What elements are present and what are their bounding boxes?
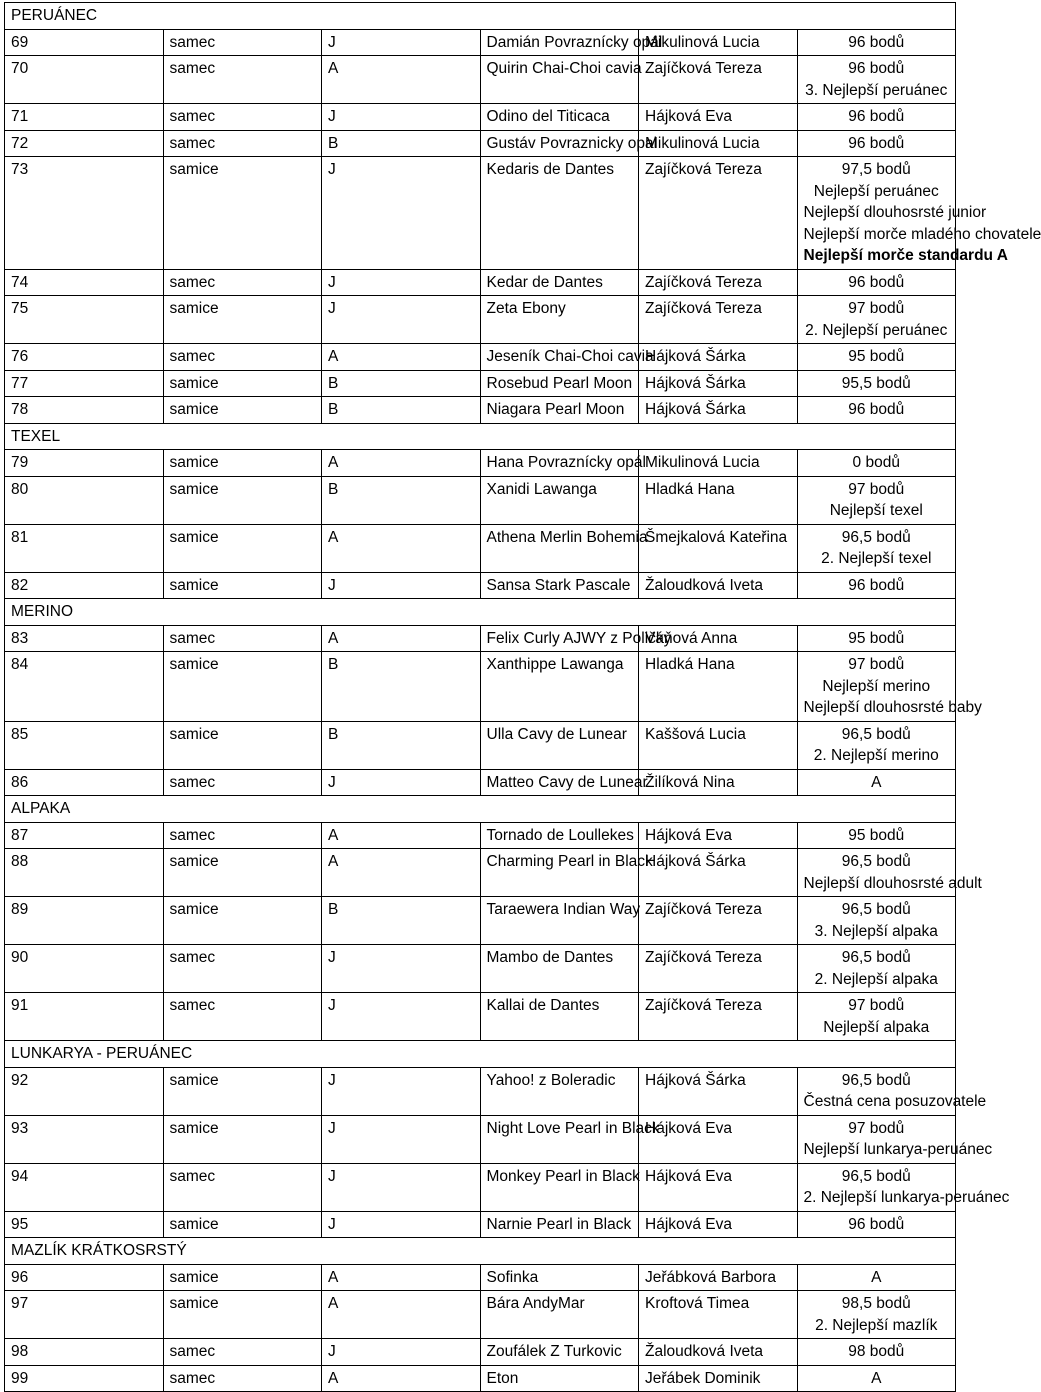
entry-score: 96,5 bodů [841, 853, 911, 870]
entry-number: 99 [5, 1365, 164, 1392]
entry-owner: Hájková Eva [639, 104, 798, 131]
entry-class: J [322, 993, 481, 1041]
table-row [5, 1264, 956, 1291]
entry-class: A [322, 849, 481, 897]
table-row [5, 572, 956, 599]
entry-sex: samec [163, 1163, 322, 1211]
table-row [5, 476, 956, 524]
entry-owner: Hájková Eva [639, 1211, 798, 1238]
entry-owner: Zajíčková Tereza [639, 897, 798, 945]
entry-sex: samec [163, 269, 322, 296]
table-row [5, 897, 956, 945]
entry-number: 83 [5, 625, 164, 652]
entry-score: 98,5 bodů [841, 1295, 911, 1312]
entry-score: 98 bodů [848, 1343, 905, 1360]
entry-class: J [322, 1163, 481, 1211]
entry-result [797, 721, 956, 769]
entry-award: Nejlepší alpaka [823, 1018, 930, 1036]
entry-sex: samec [163, 130, 322, 157]
entry-class: B [322, 721, 481, 769]
entry-sex: samec [163, 1365, 322, 1392]
entry-award: 2. Nejlepší texel [821, 550, 932, 567]
table-row [5, 945, 956, 993]
entry-sex: samice [163, 897, 322, 945]
entry-name: Bára AndyMar [480, 1291, 639, 1339]
entry-result [797, 572, 956, 599]
table-row [5, 1115, 956, 1163]
entry-owner: Kaššová Lucia [639, 721, 798, 769]
entry-sex: samice [163, 1264, 322, 1291]
entry-result [797, 897, 956, 945]
entry-owner: Kroftová Timea [639, 1291, 798, 1339]
table-row [5, 1211, 956, 1238]
entry-number: 97 [5, 1291, 164, 1339]
entry-score: 96 bodů [848, 273, 905, 291]
entry-owner: Žilíková Nina [639, 769, 798, 796]
section-title: MAZLÍK KRÁTKOSRSTÝ [5, 1238, 956, 1265]
entry-result [797, 625, 956, 652]
entry-class: B [322, 370, 481, 397]
entry-sex: samice [163, 572, 322, 599]
section-title: LUNKARYA - PERUÁNEC [5, 1041, 956, 1068]
entry-class: J [322, 269, 481, 296]
entry-sex: samice [163, 476, 322, 524]
entry-sex: samice [163, 157, 322, 270]
entry-sex: samice [163, 296, 322, 344]
entry-owner: Jeřábková Barbora [639, 1264, 798, 1291]
entry-number: 91 [5, 993, 164, 1041]
table-row [5, 769, 956, 796]
entry-sex: samice [163, 1115, 322, 1163]
entry-sex: samice [163, 652, 322, 722]
entry-sex: samec [163, 56, 322, 104]
entry-sex: samice [163, 1211, 322, 1238]
section-header-row [5, 3, 956, 30]
entry-award: Nejlepší morče mladého chovatele [803, 225, 1041, 243]
entry-sex: samice [163, 524, 322, 572]
entry-score: 95 bodů [848, 826, 905, 844]
entry-sex: samice [163, 849, 322, 897]
entry-score: 96,5 bodů [841, 949, 911, 966]
entry-class: J [322, 1067, 481, 1115]
entry-award: 2. Nejlepší mazlík [815, 1316, 938, 1334]
entry-class: A [322, 450, 481, 477]
entry-name: Athena Merlin Bohemia [480, 524, 639, 572]
entry-score: 97 bodů [848, 656, 905, 673]
entry-number: 92 [5, 1067, 164, 1115]
entry-name: Taraewera Indian Way [480, 897, 639, 945]
entry-name: Damián Povraznícky opál [480, 29, 639, 56]
table-row [5, 822, 956, 849]
entry-score: A [871, 1369, 882, 1387]
entry-result [797, 1291, 956, 1339]
table-row [5, 993, 956, 1041]
entry-owner: Šmejkalová Kateřina [639, 524, 798, 572]
entry-score: 96 bodů [848, 576, 905, 594]
entry-number: 75 [5, 296, 164, 344]
entry-award: 3. Nejlepší alpaka [814, 922, 938, 940]
entry-score: 96 bodů [848, 60, 905, 77]
entry-class: B [322, 130, 481, 157]
entry-name: Kedaris de Dantes [480, 157, 639, 270]
entry-name: Tornado de Loullekes [480, 822, 639, 849]
entry-class: B [322, 397, 481, 424]
entry-name: Charming Pearl in Black [480, 849, 639, 897]
table-row [5, 1163, 956, 1211]
entry-result [797, 1067, 987, 1115]
entry-name: Night Love Pearl in Black [480, 1115, 639, 1163]
entry-class: A [322, 1365, 481, 1392]
entry-number: 96 [5, 1264, 164, 1291]
entry-result [797, 29, 956, 56]
entry-score: A [871, 1268, 882, 1286]
entry-sex: samice [163, 397, 322, 424]
entry-score: 96,5 bodů [841, 1167, 911, 1185]
entry-result [797, 269, 956, 296]
entry-award: Nejlepší dlouhosrsté baby [803, 699, 982, 716]
entry-class: A [322, 822, 481, 849]
entry-owner: Zajíčková Tereza [639, 157, 798, 270]
entry-sex: samec [163, 769, 322, 796]
entry-name: Jeseník Chai-Choi cavia [480, 344, 639, 371]
entry-class: A [322, 344, 481, 371]
entry-result [797, 104, 956, 131]
entry-number: 79 [5, 450, 164, 477]
entry-award: Nejlepší merino [822, 677, 931, 695]
section-header-row [5, 423, 956, 450]
table-row [5, 157, 956, 270]
entry-name: Felix Curly AJWY z Poličky [480, 625, 639, 652]
entry-score: 95,5 bodů [841, 374, 911, 392]
entry-owner: Hájková Šárka [639, 849, 798, 897]
entry-class: A [322, 524, 481, 572]
table-row [5, 625, 956, 652]
entry-name: Eton [480, 1365, 639, 1392]
entry-owner: Zajíčková Tereza [639, 993, 798, 1041]
entry-class: J [322, 104, 481, 131]
entry-result [797, 296, 956, 344]
table-row [5, 104, 956, 131]
entry-owner: Hájková Eva [639, 822, 798, 849]
entry-owner: Žaloudková Iveta [639, 572, 798, 599]
entry-result [797, 1365, 956, 1392]
entry-score: 96 bodů [848, 134, 905, 152]
entry-number: 85 [5, 721, 164, 769]
entry-sex: samice [163, 1291, 322, 1339]
entry-award: 2. Nejlepší lunkarya-peruánec [803, 1189, 1010, 1206]
entry-number: 78 [5, 397, 164, 424]
entry-number: 76 [5, 344, 164, 371]
entry-owner: Hájková Šárka [639, 344, 798, 371]
entry-result [797, 130, 956, 157]
entry-owner: Mikulinová Lucia [639, 450, 798, 477]
entry-number: 80 [5, 476, 164, 524]
entry-score: 96 bodů [848, 108, 905, 125]
table-row [5, 1365, 956, 1392]
section-title: ALPAKA [5, 796, 956, 823]
entry-award: Nejlepší dlouhosrsté junior [803, 204, 987, 221]
entry-class: A [322, 625, 481, 652]
entry-score: 0 bodů [852, 454, 900, 471]
entry-result [797, 652, 982, 722]
entry-name: Kallai de Dantes [480, 993, 639, 1041]
entry-number: 94 [5, 1163, 164, 1211]
entry-result [797, 397, 956, 424]
entry-award: Nejlepší dlouhosrsté adult [803, 874, 982, 892]
table-row [5, 652, 956, 722]
table-row [5, 849, 956, 897]
entry-score: A [871, 773, 882, 791]
entry-owner: Zajíčková Tereza [639, 945, 798, 993]
entry-result [797, 822, 956, 849]
section-header-row [5, 599, 956, 626]
entry-class: J [322, 572, 481, 599]
entry-owner: Hájková Šárka [639, 370, 798, 397]
entry-result [797, 769, 956, 796]
entry-number: 84 [5, 652, 164, 722]
entry-result [797, 1115, 993, 1163]
results-table-body [5, 3, 1041, 1392]
entry-name: Yahoo! z Boleradic [480, 1067, 639, 1115]
entry-score: 97 bodů [848, 997, 905, 1014]
entry-name: Xanidi Lawanga [480, 476, 639, 524]
entry-name: Matteo Cavy de Lunear [480, 769, 639, 796]
entry-owner: Hladká Hana [639, 476, 798, 524]
entry-number: 73 [5, 157, 164, 270]
entry-number: 81 [5, 524, 164, 572]
entry-owner: Hladká Hana [639, 652, 798, 722]
entry-score: 96 bodů [848, 1215, 905, 1233]
entry-award: Nejlepší texel [829, 502, 923, 519]
entry-name: Mambo de Dantes [480, 945, 639, 993]
entry-sex: samec [163, 945, 322, 993]
entry-score: 96 bodů [848, 33, 905, 51]
entry-sex: samec [163, 104, 322, 131]
entry-award: Nejlepší lunkarya-peruánec [803, 1141, 993, 1158]
section-header-row [5, 1238, 956, 1265]
table-row [5, 1291, 956, 1339]
entry-number: 86 [5, 769, 164, 796]
entry-name: Niagara Pearl Moon [480, 397, 639, 424]
entry-result [797, 849, 982, 897]
entry-name: Xanthippe Lawanga [480, 652, 639, 722]
entry-owner: Mikulinová Lucia [639, 130, 798, 157]
section-title: TEXEL [5, 423, 956, 450]
entry-sex: samice [163, 370, 322, 397]
entry-owner: Zajíčková Tereza [639, 56, 798, 104]
entry-number: 72 [5, 130, 164, 157]
entry-name: Gustáv Povraznicky opal [480, 130, 639, 157]
table-row [5, 29, 956, 56]
entry-score: 97 bodů [848, 1119, 905, 1137]
entry-score: 96,5 bodů [841, 725, 911, 743]
entry-sex: samec [163, 993, 322, 1041]
table-row [5, 450, 956, 477]
entry-number: 70 [5, 56, 164, 104]
entry-number: 77 [5, 370, 164, 397]
entry-number: 93 [5, 1115, 164, 1163]
entry-score: 97,5 bodů [841, 161, 911, 178]
entry-name: Ulla Cavy de Lunear [480, 721, 639, 769]
entry-name: Narnie Pearl in Black [480, 1211, 639, 1238]
entry-sex: samec [163, 822, 322, 849]
entry-number: 82 [5, 572, 164, 599]
entry-name: Hana Povraznícky opál [480, 450, 639, 477]
entry-result [797, 450, 956, 477]
results-sheet [4, 2, 1041, 1392]
entry-owner: Hájková Eva [639, 1115, 798, 1163]
entry-name: Sofinka [480, 1264, 639, 1291]
table-row [5, 370, 956, 397]
entry-sex: samec [163, 625, 322, 652]
entry-award: 3. Nejlepší peruánec [805, 81, 948, 99]
table-row [5, 1339, 956, 1366]
entry-owner: Zajíčková Tereza [639, 269, 798, 296]
entry-score: 96,5 bodů [841, 1071, 911, 1089]
entry-score: 95 bodů [848, 629, 905, 647]
entry-owner: Žaloudková Iveta [639, 1339, 798, 1366]
entry-name: Monkey Pearl in Black [480, 1163, 639, 1211]
entry-name: Quirin Chai-Choi cavia [480, 56, 639, 104]
entry-class: J [322, 769, 481, 796]
entry-class: J [322, 1339, 481, 1366]
entry-owner: Hájková Šárka [639, 1067, 798, 1115]
entry-class: B [322, 652, 481, 722]
entry-number: 87 [5, 822, 164, 849]
entry-result [797, 1211, 956, 1238]
entry-owner: Mikulinová Lucia [639, 29, 798, 56]
entry-award: Nejlepší morče standardu A [803, 247, 1008, 264]
entry-number: 71 [5, 104, 164, 131]
entry-score: 96 bodů [848, 401, 905, 418]
entry-result [797, 993, 956, 1041]
entry-score: 95 bodů [848, 348, 905, 365]
entry-owner: Jeřábek Dominik [639, 1365, 798, 1392]
entry-class: B [322, 897, 481, 945]
entry-number: 88 [5, 849, 164, 897]
entry-name: Zoufálek Z Turkovic [480, 1339, 639, 1366]
entry-number: 69 [5, 29, 164, 56]
entry-name: Kedar de Dantes [480, 269, 639, 296]
entry-class: J [322, 296, 481, 344]
entry-class: J [322, 1115, 481, 1163]
entry-score: 97 bodů [848, 480, 905, 498]
entry-owner: Hájková Eva [639, 1163, 798, 1211]
section-header-row [5, 1041, 956, 1068]
entry-sex: samec [163, 1339, 322, 1366]
entry-class: J [322, 945, 481, 993]
table-row [5, 296, 956, 344]
results-table [4, 2, 1041, 1392]
entry-result [797, 157, 1041, 270]
entry-result [797, 1339, 956, 1366]
entry-number: 89 [5, 897, 164, 945]
entry-score: 96,5 bodů [841, 528, 911, 546]
entry-name: Odino del Titicaca [480, 104, 639, 131]
entry-sex: samec [163, 29, 322, 56]
section-title: MERINO [5, 599, 956, 626]
entry-class: A [322, 1264, 481, 1291]
entry-award: 2. Nejlepší merino [813, 747, 939, 764]
entry-result [797, 945, 956, 993]
entry-class: B [322, 476, 481, 524]
entry-award: 2. Nejlepší alpaka [814, 970, 938, 988]
entry-award: Čestná cena posuzovatele [803, 1093, 987, 1110]
entry-score: 96,5 bodů [841, 901, 911, 918]
table-row [5, 524, 956, 572]
entry-class: J [322, 157, 481, 270]
entry-sex: samice [163, 1067, 322, 1115]
entry-sex: samec [163, 344, 322, 371]
table-row [5, 344, 956, 371]
entry-class: A [322, 1291, 481, 1339]
entry-name: Sansa Stark Pascale [480, 572, 639, 599]
entry-number: 74 [5, 269, 164, 296]
table-row [5, 721, 956, 769]
table-row [5, 56, 956, 104]
table-row [5, 397, 956, 424]
section-title: PERUÁNEC [5, 3, 956, 30]
entry-result [797, 370, 956, 397]
entry-score: 97 bodů [848, 300, 905, 317]
entry-owner: Hájková Šárka [639, 397, 798, 424]
entry-name: Rosebud Pearl Moon [480, 370, 639, 397]
entry-number: 95 [5, 1211, 164, 1238]
entry-result [797, 1163, 1010, 1211]
entry-owner: Zajíčková Tereza [639, 296, 798, 344]
table-row [5, 130, 956, 157]
entry-award: 2. Nejlepší peruánec [805, 321, 948, 339]
entry-class: J [322, 1211, 481, 1238]
entry-sex: samice [163, 721, 322, 769]
section-header-row [5, 796, 956, 823]
table-row [5, 1067, 956, 1115]
entry-number: 90 [5, 945, 164, 993]
entry-number: 98 [5, 1339, 164, 1366]
entry-award: Nejlepší peruánec [813, 182, 939, 200]
entry-owner: Váňová Anna [639, 625, 798, 652]
entry-result [797, 1264, 956, 1291]
entry-result [797, 56, 956, 104]
entry-result [797, 476, 956, 524]
entry-result [797, 524, 956, 572]
entry-class: J [322, 29, 481, 56]
table-row [5, 269, 956, 296]
entry-name: Zeta Ebony [480, 296, 639, 344]
entry-class: A [322, 56, 481, 104]
entry-result [797, 344, 956, 371]
entry-sex: samice [163, 450, 322, 477]
